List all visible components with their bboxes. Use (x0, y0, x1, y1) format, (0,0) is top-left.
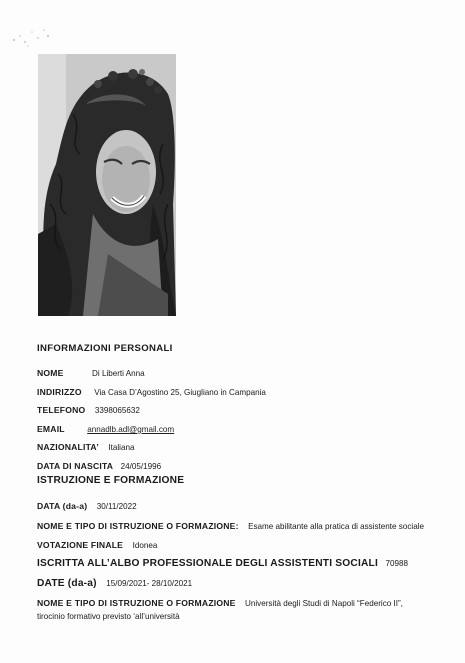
education-date-row-2 (37, 573, 192, 591)
field-value-type-cont: tirocinio formativo previsto ‘all’università (37, 612, 180, 621)
field-row-phone (37, 400, 140, 418)
field-label: TELEFONO (37, 405, 86, 415)
field-label: DATA DI NASCITA (37, 461, 114, 471)
field-label: DATE (da-a) (37, 578, 97, 589)
field-value-name: Di Liberti Anna (92, 369, 145, 378)
field-row-nationality (37, 437, 134, 455)
registry-label: ISCRITTA ALL’ALBO PROFESSIONALE DEGLI ASSISTENTI SOCIALI (37, 558, 378, 569)
scan-specks (8, 22, 58, 52)
field-label: DATA (da-a) (37, 501, 88, 511)
field-value-grade: Idonea (132, 541, 158, 550)
field-label: NAZIONALITA’ (37, 442, 99, 452)
section-heading-education: ISTRUZIONE E FORMAZIONE (37, 475, 185, 486)
field-label: INDIRIZZO (37, 387, 82, 397)
education-type-row (37, 516, 424, 534)
field-label: NOME (37, 368, 64, 378)
field-value-phone: 3398065632 (94, 406, 140, 415)
field-value-nationality: Italiana (108, 443, 135, 452)
field-label: EMAIL (37, 424, 65, 434)
registry-number: 70988 (385, 559, 408, 568)
education-date-row (37, 496, 137, 514)
section-heading-personal-info: INFORMAZIONI PERSONALI (37, 343, 173, 354)
field-row-email (37, 419, 174, 437)
education-grade-row (37, 535, 157, 553)
field-value-type: Università degli Studi di Napoli “Federico II”, (245, 599, 403, 608)
field-value-address: Via Casa D’Agostino 25, Giugliano in Campania (94, 388, 266, 397)
email-link[interactable]: annadlb.adl@gmail.com (87, 425, 175, 434)
field-label: VOTAZIONE FINALE (37, 540, 124, 550)
registry-row (37, 553, 408, 571)
field-value-type: Esame abilitante alla pratica di assistente sociale (248, 522, 425, 531)
education-type-row-2-continued (37, 606, 180, 624)
field-value-birthdate: 24/05/1996 (120, 462, 162, 471)
field-row-birthdate (37, 456, 161, 474)
field-label: NOME E TIPO DI ISTRUZIONE O FORMAZIONE (37, 598, 236, 608)
field-row-name (37, 363, 145, 381)
field-value-date: 15/09/2021- 28/10/2021 (106, 579, 193, 588)
profile-photo (38, 54, 176, 316)
field-value-date: 30/11/2022 (96, 502, 137, 511)
field-label: NOME E TIPO DI ISTRUZIONE O FORMAZIONE: (37, 521, 239, 531)
field-row-address (37, 382, 266, 400)
